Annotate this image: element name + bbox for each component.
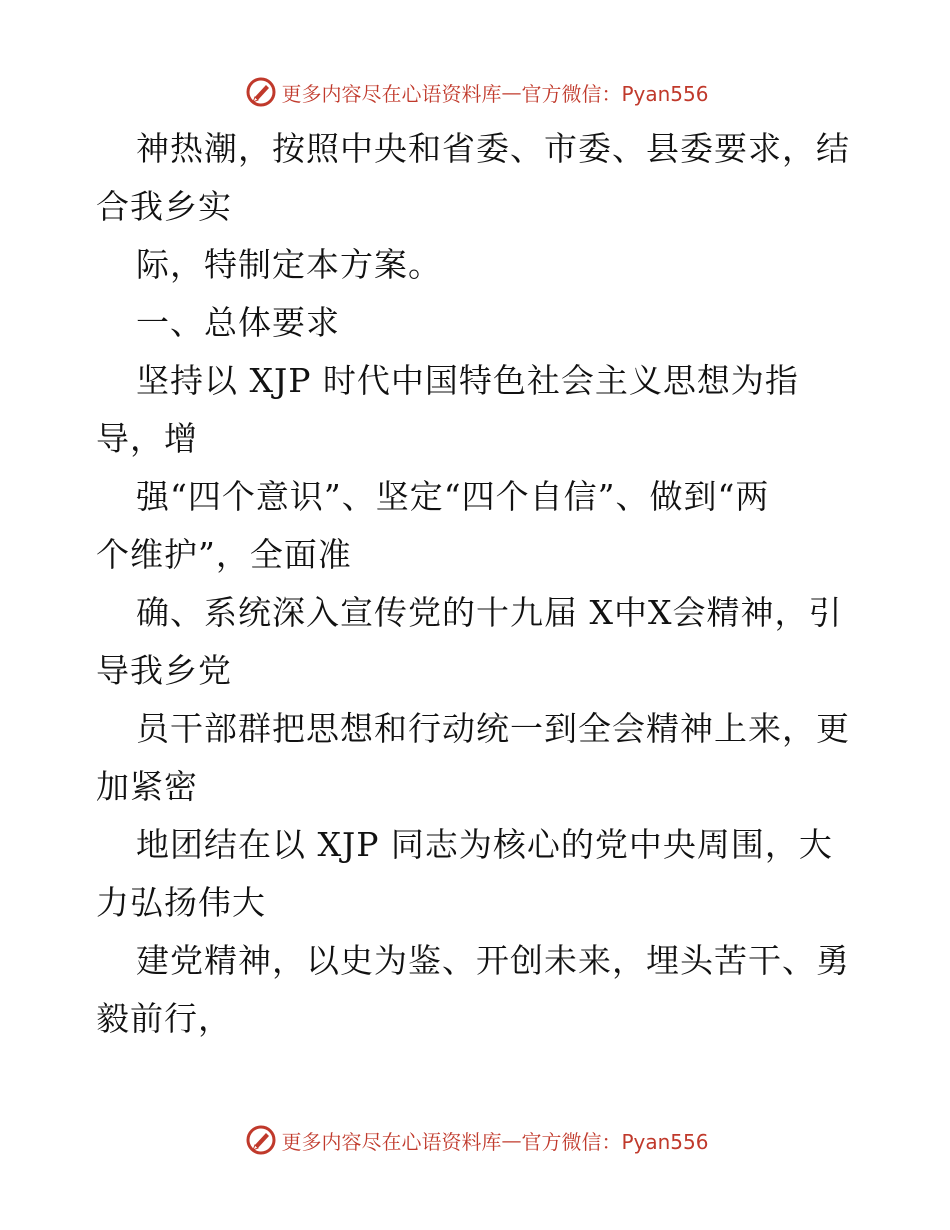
text-line: 加紧密	[96, 767, 198, 806]
text-line: 合我乡实	[96, 187, 232, 226]
text-line: 神热潮，按照中央和省委、市委、县委要求，结	[136, 129, 850, 168]
header-slogan: 更多内容尽在心语资料库	[281, 81, 502, 106]
footer-banner	[0, 1120, 950, 1160]
header-dash: —	[501, 80, 522, 104]
pen-logo-icon	[245, 76, 277, 108]
text-line: 强“四个意识”、坚定“四个自信”、做到“两	[136, 477, 770, 516]
text-line: 确、系统深入宣传党的十九届 X中X会精神，引	[136, 593, 843, 632]
text-line: 毅前行，	[96, 999, 232, 1038]
document-body	[96, 120, 856, 1048]
text-line: 个维护”，全面准	[96, 535, 352, 574]
text-line: 坚持以 XJP 时代中国特色社会主义思想为指	[136, 361, 799, 400]
footer-slogan: 更多内容尽在心语资料库	[281, 1129, 502, 1154]
text-line: 员干部群把思想和行动统一到全会精神上来，更	[136, 709, 850, 748]
text-line: 导我乡党	[96, 651, 232, 690]
text-line: 力弘扬伟大	[96, 883, 266, 922]
section-heading: 一、总体要求	[136, 303, 340, 342]
footer-wechat: 官方微信：Pyan556	[521, 1129, 709, 1154]
header-wechat: 官方微信：Pyan556	[521, 81, 709, 106]
header-banner	[0, 72, 950, 112]
text-line: 导，增	[96, 419, 198, 458]
text-line: 际，特制定本方案。	[136, 245, 442, 284]
text-line: 地团结在以 XJP 同志为核心的党中央周围，大	[136, 825, 833, 864]
pen-logo-icon	[245, 1124, 277, 1156]
footer-dash: —	[501, 1128, 522, 1152]
text-line: 建党精神，以史为鉴、开创未来，埋头苦干、勇	[136, 941, 850, 980]
